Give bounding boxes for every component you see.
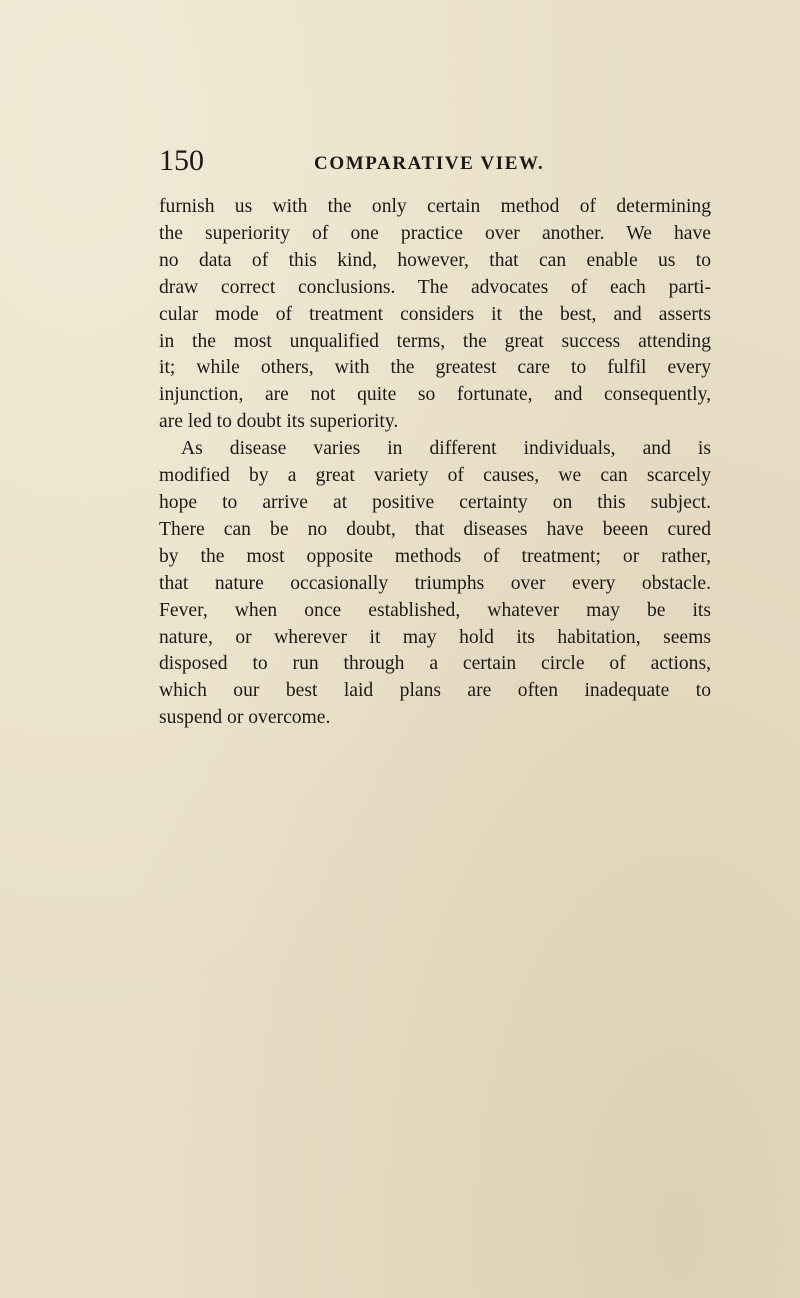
page-number: 150 (159, 144, 204, 177)
text-line: suspend or overcome. (159, 707, 331, 729)
running-title: COMPARATIVE VIEW. (314, 153, 545, 174)
body-text (159, 194, 711, 732)
text-line: that nature occasionally triumphs over every obstacle. (159, 572, 711, 594)
text-line: modified by a great variety of causes, we can scarcely (159, 465, 711, 487)
text-line: furnish us with the only certain method of determining (159, 196, 711, 217)
text-line: Fever, when once established, whatever may be its (159, 599, 711, 621)
text-line: it; while others, with the greatest care to fulfil every (159, 357, 711, 379)
text-line: are led to doubt its superiority. (159, 411, 399, 433)
text-line: There can be no doubt, that diseases have beeen cured (159, 518, 711, 540)
text-line: As disease varies in different individuals, and is (181, 438, 711, 460)
text-line: no data of this kind, however, that can enable us to (159, 249, 711, 271)
text-line: injunction, are not quite so fortunate, and consequently, (159, 384, 711, 406)
running-head (159, 144, 711, 184)
text-line: in the most unqualified terms, the great success attending (159, 330, 711, 352)
text-line: which our best laid plans are often inadequate to (159, 680, 711, 702)
text-line: hope to arrive at positive certainty on this subject. (159, 491, 711, 513)
text-line: cular mode of treatment considers it the best, and asserts (159, 303, 711, 325)
text-line: nature, or wherever it may hold its habitation, seems (159, 626, 711, 648)
text-line: the superiority of one practice over another. We have (159, 222, 711, 244)
text-line: by the most opposite methods of treatment; or rather, (159, 545, 711, 567)
text-line: disposed to run through a certain circle of actions, (159, 653, 711, 675)
text-line: draw correct conclusions. The advocates of each parti- (159, 276, 711, 298)
